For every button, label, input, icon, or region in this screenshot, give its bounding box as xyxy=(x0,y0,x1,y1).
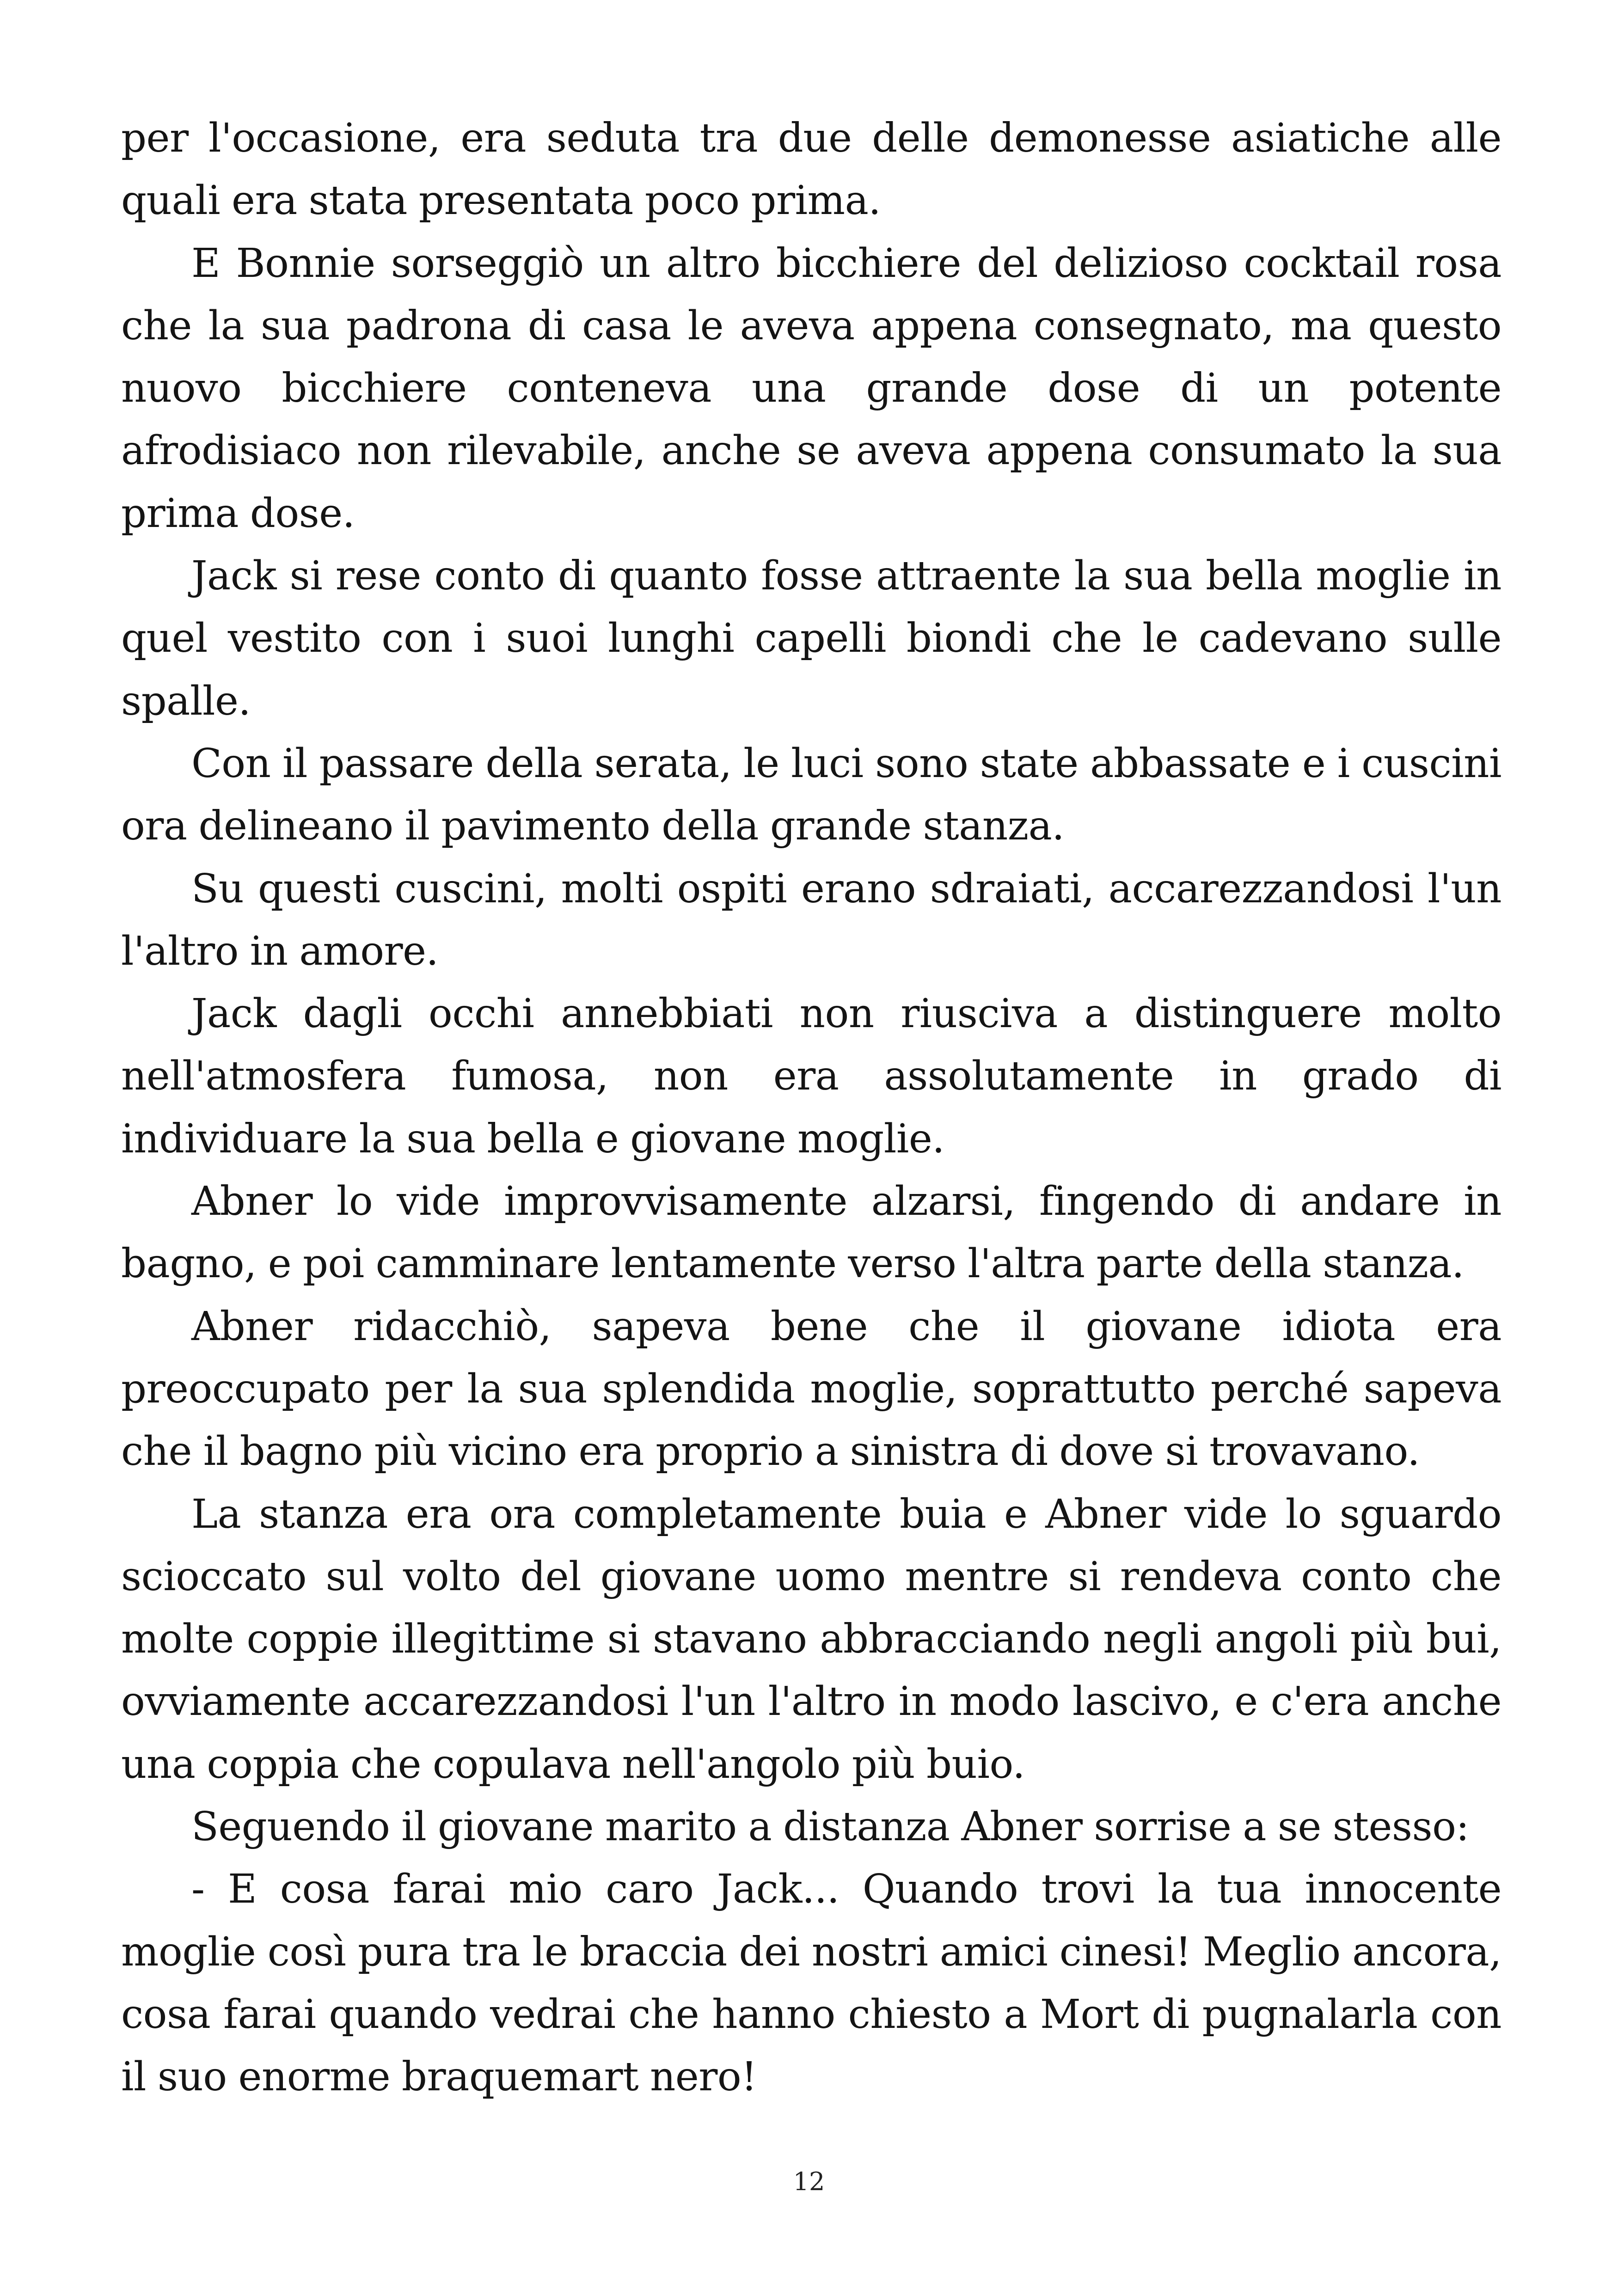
paragraph: Jack dagli occhi annebbiati non riusciva a distinguere molto nell'atmosfera fumosa, non era assolutamente in grado di individuare la sua bella e giovane moglie. xyxy=(121,991,1502,1162)
dialogue-paragraph: - E cosa farai mio caro Jack... Quando trovi la tua innocente moglie così pura tra le braccia dei nostri amici cinesi! Meglio ancora, cosa farai quando vedrai che hanno chiesto a Mort di pugnalarla con il suo enorme braquemart nero! xyxy=(121,1866,1502,2100)
page-body xyxy=(121,107,1502,2109)
paragraph: Jack si rese conto di quanto fosse attraente la sua bella moglie in quel vestito con i suoi lunghi capelli biondi che le cadevano sulle spalle. xyxy=(121,553,1502,724)
paragraph: E Bonnie sorseggiò un altro bicchiere del delizioso cocktail rosa che la sua padrona di casa le aveva appena consegnato, ma questo nuovo bicchiere conteneva una grande dose di un potente afrodisiaco non rilevabile, anche se aveva appena consumato la sua prima dose. xyxy=(121,240,1502,537)
paragraph: Su questi cuscini, molti ospiti erano sdraiati, accarezzandosi l'un l'altro in amore. xyxy=(121,865,1502,974)
paragraph: Seguendo il giovane marito a distanza Abner sorrise a se stesso: xyxy=(191,1804,1469,1850)
paragraph-continuation: per l'occasione, era seduta tra due delle demonesse asiatiche alle quali era stata presentata poco prima. xyxy=(121,115,1502,224)
paragraph: Abner lo vide improvvisamente alzarsi, fingendo di andare in bagno, e poi camminare lentamente verso l'altra parte della stanza. xyxy=(121,1178,1502,1287)
paragraph: La stanza era ora completamente buia e Abner vide lo sguardo scioccato sul volto del giovane uomo mentre si rendeva conto che molte coppie illegittime si stavano abbracciando negli angoli più bui, ovviamente accarezzandosi l'un l'altro in modo lascivo, e c'era anche una coppia che copulava nell'angolo più buio. xyxy=(121,1491,1502,1788)
paragraph: Abner ridacchiò, sapeva bene che il giovane idiota era preoccupato per la sua splendida moglie, soprattutto perché sapeva che il bagno più vicino era proprio a sinistra di dove si trovavano. xyxy=(121,1303,1502,1475)
page-number: 12 xyxy=(793,2167,825,2196)
paragraph: Con il passare della serata, le luci sono state abbassate e i cuscini ora delineano il pavimento della grande stanza. xyxy=(121,740,1502,850)
